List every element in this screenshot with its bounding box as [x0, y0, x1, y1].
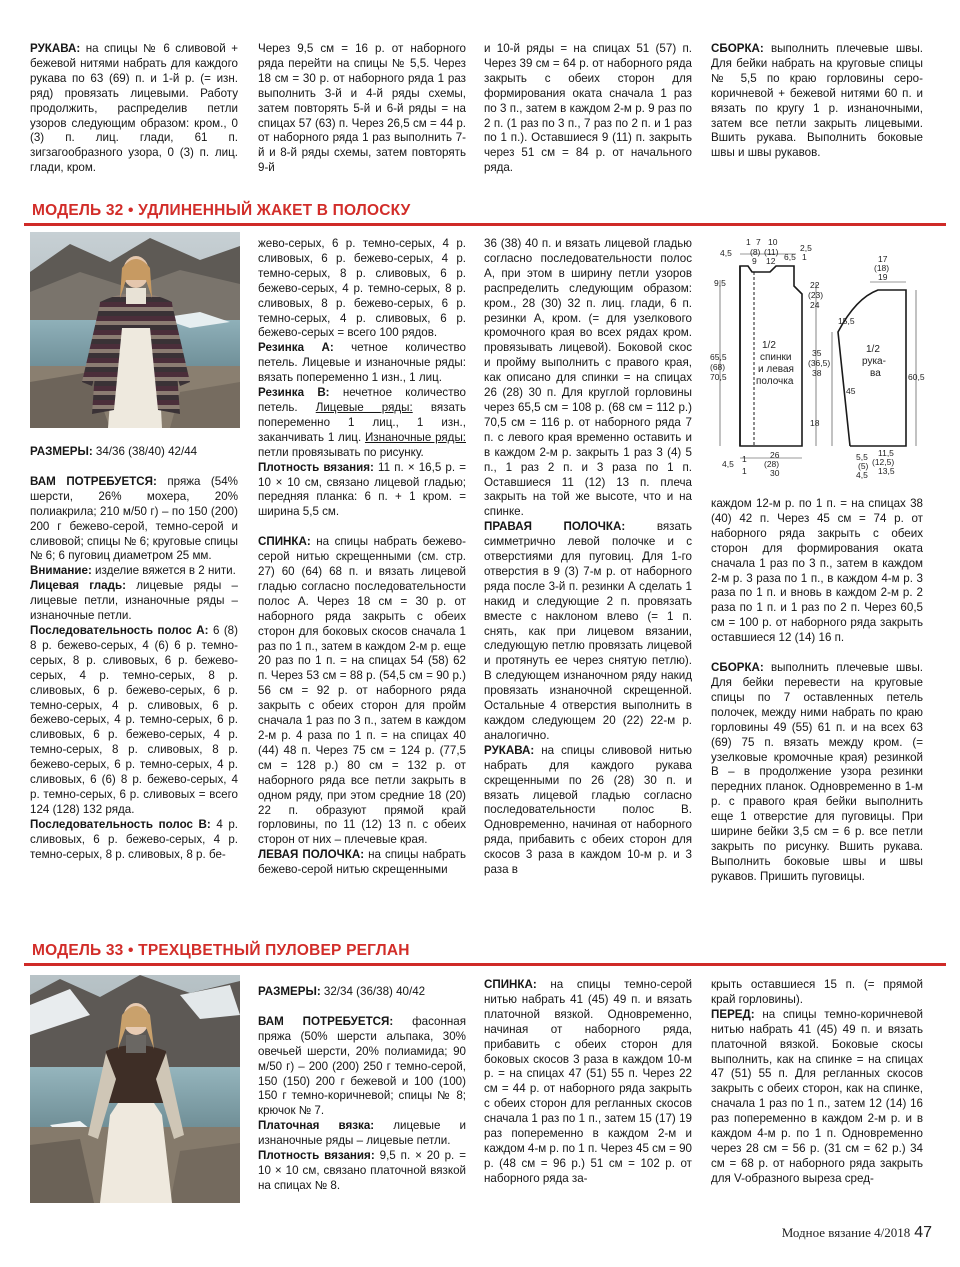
paragraph [484, 520, 692, 744]
diag-body-label: 1/2 [762, 340, 776, 351]
paragraph [258, 848, 466, 878]
model32-header-rule [24, 223, 946, 226]
paragraph [258, 1015, 466, 1119]
paragraph-text: и 10-й ряды = на спицах 51 (57) п. Через 39 см = 64 р. от наборного ряда закрыть с обеих сторон для формирования оката сначала 1 раз по 3 п., затем в каждом 2-м р. 9 раз по 2 п. (1 раз по 3 п., 7 раз по 2 п. и 1 раз по 1 п.). Оставшиеся 9 (11) п. закрыть через 51 см = 84 р. от начального ряда. [484, 42, 692, 175]
diag-top-label: 6,5 [784, 252, 796, 262]
model32-photo [30, 232, 240, 428]
paragraph-heading: СПИНКА: [258, 535, 311, 549]
paragraph [258, 1149, 466, 1194]
paragraph-heading: Плотность вязания: [258, 460, 374, 474]
model32-col-2 [258, 237, 466, 878]
diag-right-label: 22 [810, 280, 820, 290]
paragraph-heading: Резинка В: [258, 386, 330, 400]
diag-top-label: 9 [752, 256, 757, 266]
model33-header [24, 936, 946, 966]
paragraph-text: выполнить плечевые швы. Для бейки набрать на круговые спицы № 5,5 по краю горловины серо-коричневой + бежевой нитями 60 п. и вязать по кругу 1 р. изнаночными, затем все петли закрыть лицевыми. Вшить рукава. Выполнить боковые швы и швы рукавов. [711, 42, 923, 160]
paragraph-heading: Плотность вязания: [258, 1149, 375, 1163]
model32-col-3 [484, 237, 692, 878]
paragraph-heading: Резинка А: [258, 341, 334, 355]
diag-top-label: 12 [766, 256, 776, 266]
paragraph-text: лицевые ряды – лицевые петли, изнаночные ряды – изнаночные петли. [30, 579, 238, 623]
diag-sleeve-bottom-label: 5,5 [856, 452, 868, 462]
paragraph-heading: РАЗМЕРЫ: [258, 985, 321, 998]
top-col-3 [484, 42, 692, 176]
diag-top-label: 2,5 [800, 243, 812, 253]
diag-top-label: 4,5 [720, 248, 732, 258]
diag-bottom-label: 30 [770, 468, 780, 478]
paragraph [258, 341, 466, 386]
diag-sleeve-label: рука- [862, 356, 886, 367]
top-col-4 [711, 42, 923, 161]
paragraph-text: крыть оставшиеся 15 п. (= прямой край горловины). [711, 978, 923, 1006]
paragraph-heading: Платочная вязка: [258, 1119, 375, 1133]
model32-pattern-diagram [706, 236, 928, 492]
diag-top-label: 7 [756, 237, 761, 247]
paragraph-text: каждом 12-м р. по 1 п. = на спицах 38 (40) 42 п. Через 45 см = 74 р. от наборного ряда закрыть с обеих сторон для формирования оката сначала 1 раз по 3 п., затем в каждом 2-м р. 3 раза по 1 п., в каждом 4-м р. 3 раза по 1 п. и вновь в каждом 2-м р. 2 раза по 1 п. и 1 раз по 2 п. Через 60,5 см = 100 р. от наборного ряда закрыть оставшиеся 12 (14) 16 п. [711, 497, 923, 645]
page-footer [782, 1224, 932, 1242]
diag-sleeve-top-label: 19 [878, 272, 888, 282]
paragraph-text: петли провязывать по рисунку. [258, 445, 424, 459]
model33-photo [30, 975, 240, 1203]
paragraph-heading: ПРАВАЯ ПОЛОЧКА: [484, 520, 626, 534]
diag-sleeve-label: 1/2 [866, 344, 880, 355]
journal-name: Модное вязание 4/2018 [781, 1225, 911, 1240]
paragraph-text: 34/36 (38/40) 42/44 [92, 445, 198, 458]
paragraph [30, 475, 238, 564]
paragraph [711, 497, 923, 646]
paragraph-heading: Последовательность полос В: [30, 817, 211, 831]
diag-bottom-label: (28) [764, 459, 780, 469]
paragraph-text: 6 (8) 8 р. бежево-серых, 4 (6) 6 р. темно-серых, 8 р. сливовых, 6 р. бежево-серых, 4 р. темно-серых, 8 р. сливовых, 6 р. бежево-серых, 6 р. темно-серых, 4 р. сливовых, 6 р. бежево-серых, 4 р. темно-серых, 6 р. сливовых, 6 р. бежево-серых, 4 р. темно-серых, 8 р. сливовых, 8 р. бежево-серых, 6 р. темно-серых, 4 р. сливовых, 6 (6) 8 р. бежево-серых, 4 р. темно-серых, 6 р. сливовых = всего 124 (128) 132 ряда. [30, 623, 238, 816]
model33-col-2 [258, 985, 466, 1194]
paragraph-text: 4 р. сливовых, 6 р. бежево-серых, 4 р. темно-серых, 8 р. сливовых, 8 р. бе- [30, 817, 238, 861]
paragraph-text: на спицы сливовой нитью набрать для каждого рукава скрещенными по 26 (28) 30 п. и вязать лицевой гладью согласно последовательности полос В. Одновременно, начиная от наборного ряда, прибавить с обеих сторон для скосов 3 раза в каждом 10-м р. и 3 раза в [484, 743, 692, 877]
paragraph-text: пряжа (54% шерсти, 26% мохера, 20% полиакрила; 210 м/50 г) – по 150 (200) 200 г бежево-серой, темно-серой и сливовой; спицы № 6; круговые спицы № 6; 6 пуговиц диаметром 25 мм. [30, 474, 238, 563]
paragraph [484, 42, 692, 176]
paragraph-heading: ВАМ ПОТРЕБУЕТСЯ: [258, 1014, 394, 1028]
paragraph-heading: СБОРКА: [711, 42, 764, 55]
paragraph-heading: СБОРКА: [711, 661, 764, 675]
diag-body-label: полочка [756, 376, 794, 387]
paragraph [711, 1008, 923, 1187]
paragraph-heading: Внимание: [30, 564, 92, 578]
diag-sleeve-left-label: 15,5 [838, 316, 855, 326]
diag-top-label: (11) [764, 247, 779, 257]
diag-sleeve-bottom-label: 11,5 [878, 448, 894, 458]
diag-bottom-label: 26 [770, 450, 780, 460]
paragraph-text: вязать попеременно 1 лиц., 1 изн., заканчивать 1 лиц. [258, 400, 466, 444]
diag-bottom-label: 1 [742, 454, 747, 464]
diag-top-label: (8) [750, 247, 761, 257]
diag-left-label: 9,5 [714, 278, 726, 288]
diag-bottom-label: 1 [742, 466, 747, 476]
paragraph [484, 237, 692, 520]
model32-col-4 [711, 497, 923, 885]
diag-right-label: (36,5) [808, 358, 831, 368]
diag-right-label: (23) [808, 290, 824, 300]
diag-sleeve-bottom-label: (5) [858, 461, 869, 471]
diag-right-label: 35 [812, 348, 822, 358]
model33-col-3 [484, 978, 692, 1187]
paragraph-text: на спицы набрать бежево-серой нитью скрещенными (см. стр. 27) 60 (64) 68 п. и вязать лицевой гладью согласно последовательности полос А. Через 18 см = 30 р. от наборного ряда закрыть с обеих сторон для боковых скосов сначала 1 раз по 1 п., затем в каждом 2-м р. еще 20 раз по 1 п. = на спицах 54 (58) 62 п. Через 53 см = 88 р. (54,5 см = 90 р.) 56 см = 92 р. от наборного ряда закрыть с обеих сторон для пройм сначала 1 раз по 3 п., затем в каждом 2-м р. 4 раза по 1 п. = на спицах 40 (44) 48 п. Через 75 см = 124 р. (77,5 см = 128 р.) 80 см = 132 р. от наборного ряда все петли закрыть в одном ряду, при этом средние 18 (20) 22 п. образуют прямой край горловины, по 11 (12) 13 п. с обеих сторон от них – плечевые края. [258, 535, 466, 847]
paragraph [30, 445, 238, 460]
diag-sleeve-top-label: (18) [874, 263, 890, 273]
paragraph [258, 461, 466, 521]
diag-body-label: спинки [760, 352, 792, 363]
diag-sleeve-top-label: 17 [878, 254, 888, 264]
paragraph-text: фасонная пряжа (50% шерсти альпака, 30% овечьей шерсти, 20% полиамида; 90 м/50 г) – 200 (200) 250 г темно-серой, 150 (150) 200 г бежевой и 100 (100) 150 г темно-коричневой; спицы № 8; крючок № 7. [258, 1014, 466, 1118]
top-col-1 [30, 42, 238, 176]
diag-sleeve-label: ва [870, 368, 881, 379]
paragraph-text: лицевые и изнаночные ряды – лицевые петли. [258, 1119, 467, 1148]
diag-left-label: (68) [710, 362, 726, 372]
paragraph [258, 386, 466, 461]
paragraph [711, 42, 923, 161]
paragraph-text: изделие вяжется в 2 нити. [91, 564, 236, 578]
model33-header-rule [24, 963, 946, 966]
paragraph-text: 9,5 п. × 20 р. = 10 × 10 см, связано платочной вязкой на спицах № 8. [258, 1149, 466, 1192]
paragraph [258, 985, 466, 1000]
paragraph-heading: ЛЕВАЯ ПОЛОЧКА: [258, 848, 365, 862]
paragraph-text: 36 (38) 40 п. и вязать лицевой гладью согласно последовательности полос А, при этом в ширину петли узоров распределить следующим образом: кром., 28 (30) 32 п. лиц. глади, 6 п. резинки А, кром. (= для узелкового кромочного края во всех рядах кром. провязывать лицевой). Боковой скос и пройму выполнить с правого края, как описано для спинки = на спицах 26 (28) 30 п. Для круглой горловины через 65,5 см = 108 р. (68 см = 112 р.) 70,5 см = 116 р. от наборного ряда 7 п. с левого края временно оставить и в каждом 2-м р. закрыть 1 раз 3 (4) 5 п., 1 раз 2 п. и 3 раза по 1 п. Оставшиеся 11 (12) 13 п. плеча закрыть на той же высоте, что и на спинке. [484, 237, 692, 519]
model32-col-1 [30, 445, 238, 862]
model32-title: МОДЕЛЬ 32 • УДЛИНЕННЫЙ ЖАКЕТ В ПОЛОСКУ [32, 202, 411, 219]
paragraph-heading: СПИНКА: [484, 978, 537, 991]
diag-top-label: 1 [746, 237, 751, 247]
paragraph-text: четное количество петель. Лицевые и изнаночные ряды: вязать попеременно 1 изн., 1 лиц. [258, 341, 466, 385]
paragraph-text: на спицы темно-коричневой нитью набрать 41 (45) 49 п. и вязать платочной вязкой. Боковые скосы выполнить, как на спинке = на спицах 47 (51) 55 п. Для регланных скосов закрыть с обеих сторон, как на спинке, сначала 1 раз по 1 п., затем 12 (14) 16 раз попеременно в каждом 2-м р. и в каждом 4-м р. по 1 п. Одновременно через 28 см = 56 р. (31 см = 62 р.) 34 см = 68 р. от наборного ряда закрыть для V-образного выреза сред- [711, 1007, 923, 1185]
diag-sleeve-right-label: 60,5 [908, 372, 925, 382]
paragraph [258, 535, 466, 848]
paragraph [484, 978, 692, 1187]
diag-bottom-label: 4,5 [722, 459, 734, 469]
paragraph [30, 564, 238, 579]
paragraph-text: вязать симметрично левой полочке и с отверстиями для пуговиц. Для 1-го отверстия в 9 (3) 7-м р. от наборного ряда после 3-й п. резинки А сделать 1 накид и следующие 2 п. провязать вместе с наклоном влево (= 1 п. снять, как при лицевом вязании, следующую петлю провязать лицевой и протянуть ее через снятую петлю). В следующем изнаночном ряду накид провязать изнаночной скрещенной. Остальные 4 отверстия выполнить в каждом следующем 20 (22) 22-м р. аналогично. [484, 520, 693, 742]
top-col-2 [258, 42, 466, 176]
paragraph-text: 11 п. × 16,5 р. = 10 × 10 см, связано лицевой гладью; передняя планка: 6 п. + 1 кром. = ширина 5,5 см. [258, 460, 466, 519]
diag-sleeve-bottom-label: 4,5 [856, 470, 868, 480]
diag-right-label: 24 [810, 300, 820, 310]
paragraph-heading: РУКАВА: [30, 42, 81, 55]
diag-left-label: 65,5 [710, 352, 727, 362]
paragraph-heading: ПЕРЕД: [711, 1007, 755, 1021]
diag-right-label: 18 [810, 418, 820, 428]
underlined-term: Изнаночные ряды: [364, 430, 466, 444]
underlined-term: Лицевые ряды: [315, 400, 413, 414]
paragraph-text: жево-серых, 6 р. темно-серых, 4 р. сливовых, 6 р. бежево-серых, 4 р. темно-серых, 8 р. сливовых, 6 р. бежево-серых, 4 р. темно-серых, 8 р. сливовых, 8 р. бежево-серых, 6 р. темно-серых, 4 р. сливовых, 6 р. бежево-серых = всего 100 рядов. [258, 237, 466, 340]
paragraph-heading: РУКАВА: [484, 743, 535, 757]
paragraph [30, 818, 238, 863]
paragraph [484, 744, 692, 878]
paragraph-text: Через 9,5 см = 16 р. от наборного ряда перейти на спицы № 5,5. Через 18 см = 30 р. от наборного ряда 1 раз выполнить 3-й и 4-й ряды схемы, затем повторять 5-й и 6-й ряды = на спицах 57 (63) п. Через 26,5 см = 44 р. от наборного ряда 1 раз выполнить 7-й и 8-й ряды схемы, затем повторять 9-й [258, 42, 466, 175]
paragraph-heading: Лицевая гладь: [30, 579, 126, 593]
paragraph-heading: Последовательность полос А: [30, 623, 209, 637]
paragraph-text: выполнить плечевые швы. Для бейки перевести на круговые спицы по 7 оставленных петель полочек, между ними набрать по краю горловины 49 (55) 61 п. и на всех 63 (69) 75 п. вязать между кром. (= узелковые кромочные края) резинкой В – в продолжение узора резинки передних планок. Одновременно в 1-м р. с правого края бейки выполнить еще 1 отверстие для пуговицы. При ширине бейки 3,5 см = 6 р. все петли закрыть по рисунку. Вшить рукава. Выполнить боковые швы и швы рукавов. Пришить пуговицы. [711, 661, 923, 883]
paragraph [258, 237, 466, 341]
diag-right-label: 38 [812, 368, 822, 378]
model32-header [24, 196, 946, 226]
paragraph-text: на спицы № 6 сливовой + бежевой нитями набрать для каждого рукава по 63 (69) п. и 1-й р. (= изн. ряд) провязать лицевыми. Работу продолжить, распределив петли узоров следующим образом: кром., 0 (3) п. лиц. глади, 61 п. зигзагообразного узора, 0 (3) п. лиц. глади, кром. [30, 42, 238, 175]
diag-sleeve-left-label: 45 [846, 386, 856, 396]
paragraph-text: нечетное количество петель. [258, 386, 467, 414]
paragraph-heading: ВАМ ПОТРЕБУЕТСЯ: [30, 474, 157, 488]
model33-col-4 [711, 978, 923, 1187]
paragraph [30, 42, 238, 176]
paragraph [711, 978, 923, 1008]
paragraph [258, 1119, 466, 1149]
paragraph-heading: РАЗМЕРЫ: [30, 445, 93, 458]
paragraph-text: на спицы темно-серой нитью набрать 41 (45) 49 п. и вязать платочной вязкой. Одновременно, начиная от наборного ряда, прибавить с обеих сторон для боковых скосов 3 раза в каждом 10-м р. = на спицах 47 (51) 55 п. Через 22 см = 44 р. от наборного ряда закрыть с обеих сторон для регланных скосов сначала 1 раз по 1 п., затем 15 (17) 19 раз попеременно в каждом 2-м и каждом 4-м р. по 1 п. Через 45 см = 90 р. (48 см = 96 р.) 51 см = 102 р. от наборного ряда за- [484, 978, 693, 1185]
paragraph-text: на спицы набрать бежево-серой нитью скрещенными [258, 848, 466, 877]
model33-title: МОДЕЛЬ 33 • ТРЕХЦВЕТНЫЙ ПУЛОВЕР РЕГЛАН [32, 942, 410, 959]
diag-sleeve-bottom-label: 13,5 [878, 466, 895, 476]
diag-top-label: 1 [802, 252, 807, 262]
paragraph [30, 624, 238, 818]
diag-left-label: 70,5 [710, 372, 727, 382]
paragraph [30, 579, 238, 624]
page-number: 47 [914, 1224, 932, 1241]
diag-sleeve-bottom-label: (12,5) [872, 457, 895, 467]
paragraph-text: 32/34 (36/38) 40/42 [320, 985, 426, 998]
paragraph [258, 42, 466, 176]
diag-body-label: и левая [758, 364, 794, 375]
diag-top-label: 10 [768, 237, 778, 247]
paragraph [711, 661, 923, 885]
